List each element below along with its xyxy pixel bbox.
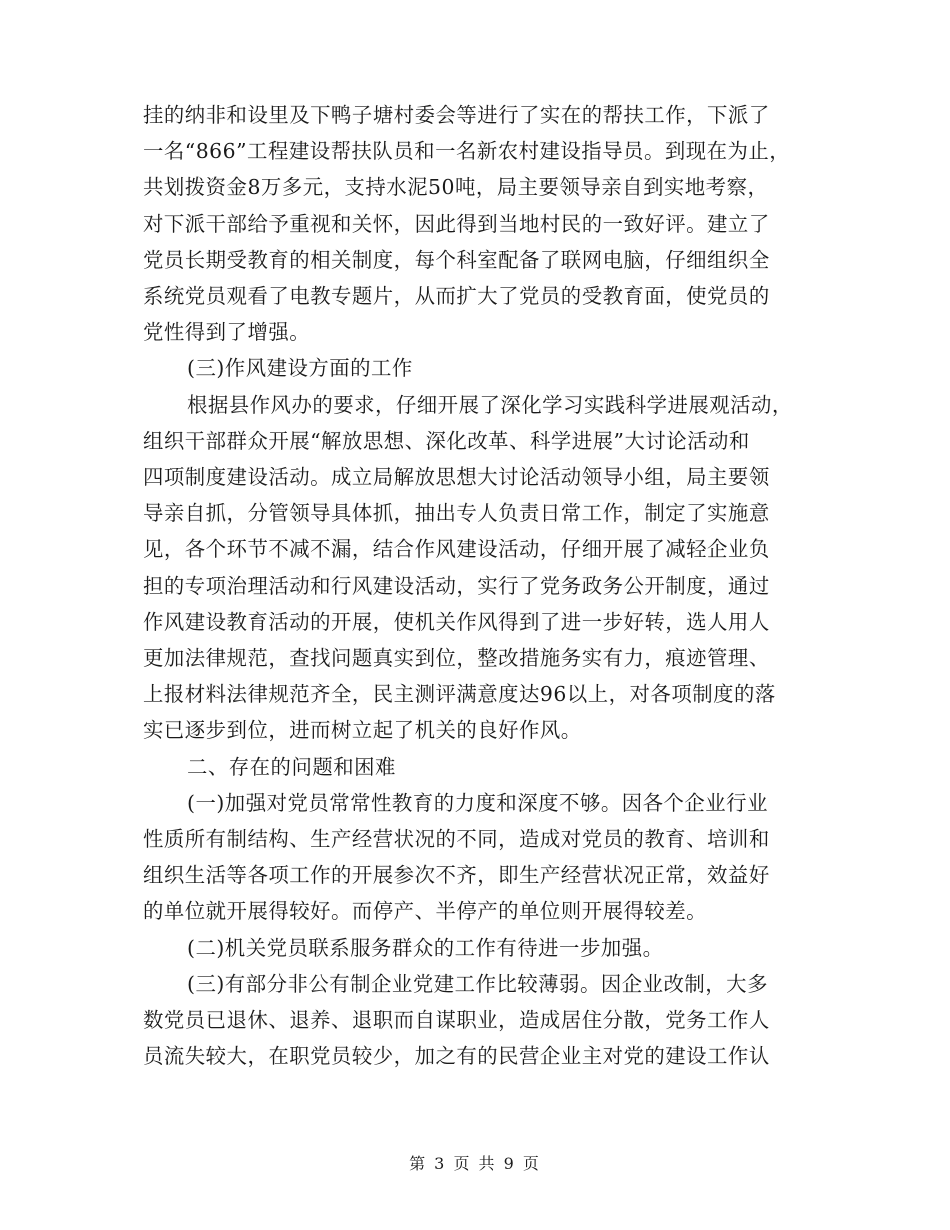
text-line: 导亲自抓，分管领导具体抓，抽出专人负责日常工作，制定了实施意 [143,501,770,526]
text-line: 组织干部群众开展“解放思想、深化改革、科学进展”大讨论活动和 [143,428,750,453]
text-line: 性质所有制结构、生产经营状况的不同，造成对党员的教育、培训和 [143,827,770,851]
text-line: 党性得到了增强。 [143,320,311,345]
text-line: 作风建设教育活动的开展，使机关作风得到了进一步好转，选人用人 [143,609,770,634]
text-line: (二)机关党员联系服务群众的工作有待进一步加强。 [187,935,664,960]
text-line: (三)有部分非公有制企业党建工作比较薄弱。因企业改制，大多 [187,971,768,996]
text-line: 担的专项治理活动和行风建设活动，实行了党务政务公开制度，通过 [143,573,770,598]
text-line: 系统党员观看了电教专题片，从而扩大了党员的受教育面，使党员的 [143,284,770,308]
text-line: 数党员已退休、退养、退职而自谋职业，造成居住分散，党务工作人 [143,1008,770,1032]
text-line: 四项制度建设活动。成立局解放思想大讨论活动领导小组，局主要领 [143,465,770,489]
text-line: 实已逐步到位，进而树立起了机关的良好作风。 [143,718,582,743]
text-line: 的单位就开展得较好。而停产、半停产的单位则开展得较差。 [143,899,708,924]
text-line: (三)作风建设方面的工作 [187,356,413,381]
text-line: 共划拨资金8万多元，支持水泥50吨，局主要领导亲自到实地考察， [143,175,769,200]
text-line: 挂的纳非和设里及下鸭子塘村委会等进行了实在的帮扶工作，下派了 [143,103,770,127]
text-line: 组织生活等各项工作的开展参次不齐，即生产经营状况正常，效益好 [143,863,770,888]
text-line: 二、存在的问题和困难 [187,754,396,779]
text-line: 党员长期受教育的相关制度，每个科室配备了联网电脑，仔细组织全 [143,247,770,272]
text-line: 一名“866”工程建设帮扶队员和一名新农村建设指导员。到现在为止， [143,139,791,164]
text-line: (一)加强对党员常常性教育的力度和深度不够。因各个企业行业 [187,790,768,815]
text-line: 更加法律规范，查找问题真实到位，整改措施务实有力，痕迹管理、 [143,646,770,670]
text-line: 员流失较大，在职党员较少，加之有的民营企业主对党的建设工作认 [143,1044,770,1069]
text-line: 见，各个环节不减不漏，结合作风建设活动，仔细开展了减轻企业负 [143,537,770,562]
text-line: 根据县作风办的要求，仔细开展了深化学习实践科学进展观活动， [187,392,793,417]
text-line: 对下派干部给予重视和关怀，因此得到当地村民的一致好评。建立了 [143,211,770,236]
text-line: 上报材料法律规范齐全，民主测评满意度达96以上，对各项制度的落 [143,682,776,707]
page-number: 第 3 页 共 9 页 [409,1154,541,1173]
